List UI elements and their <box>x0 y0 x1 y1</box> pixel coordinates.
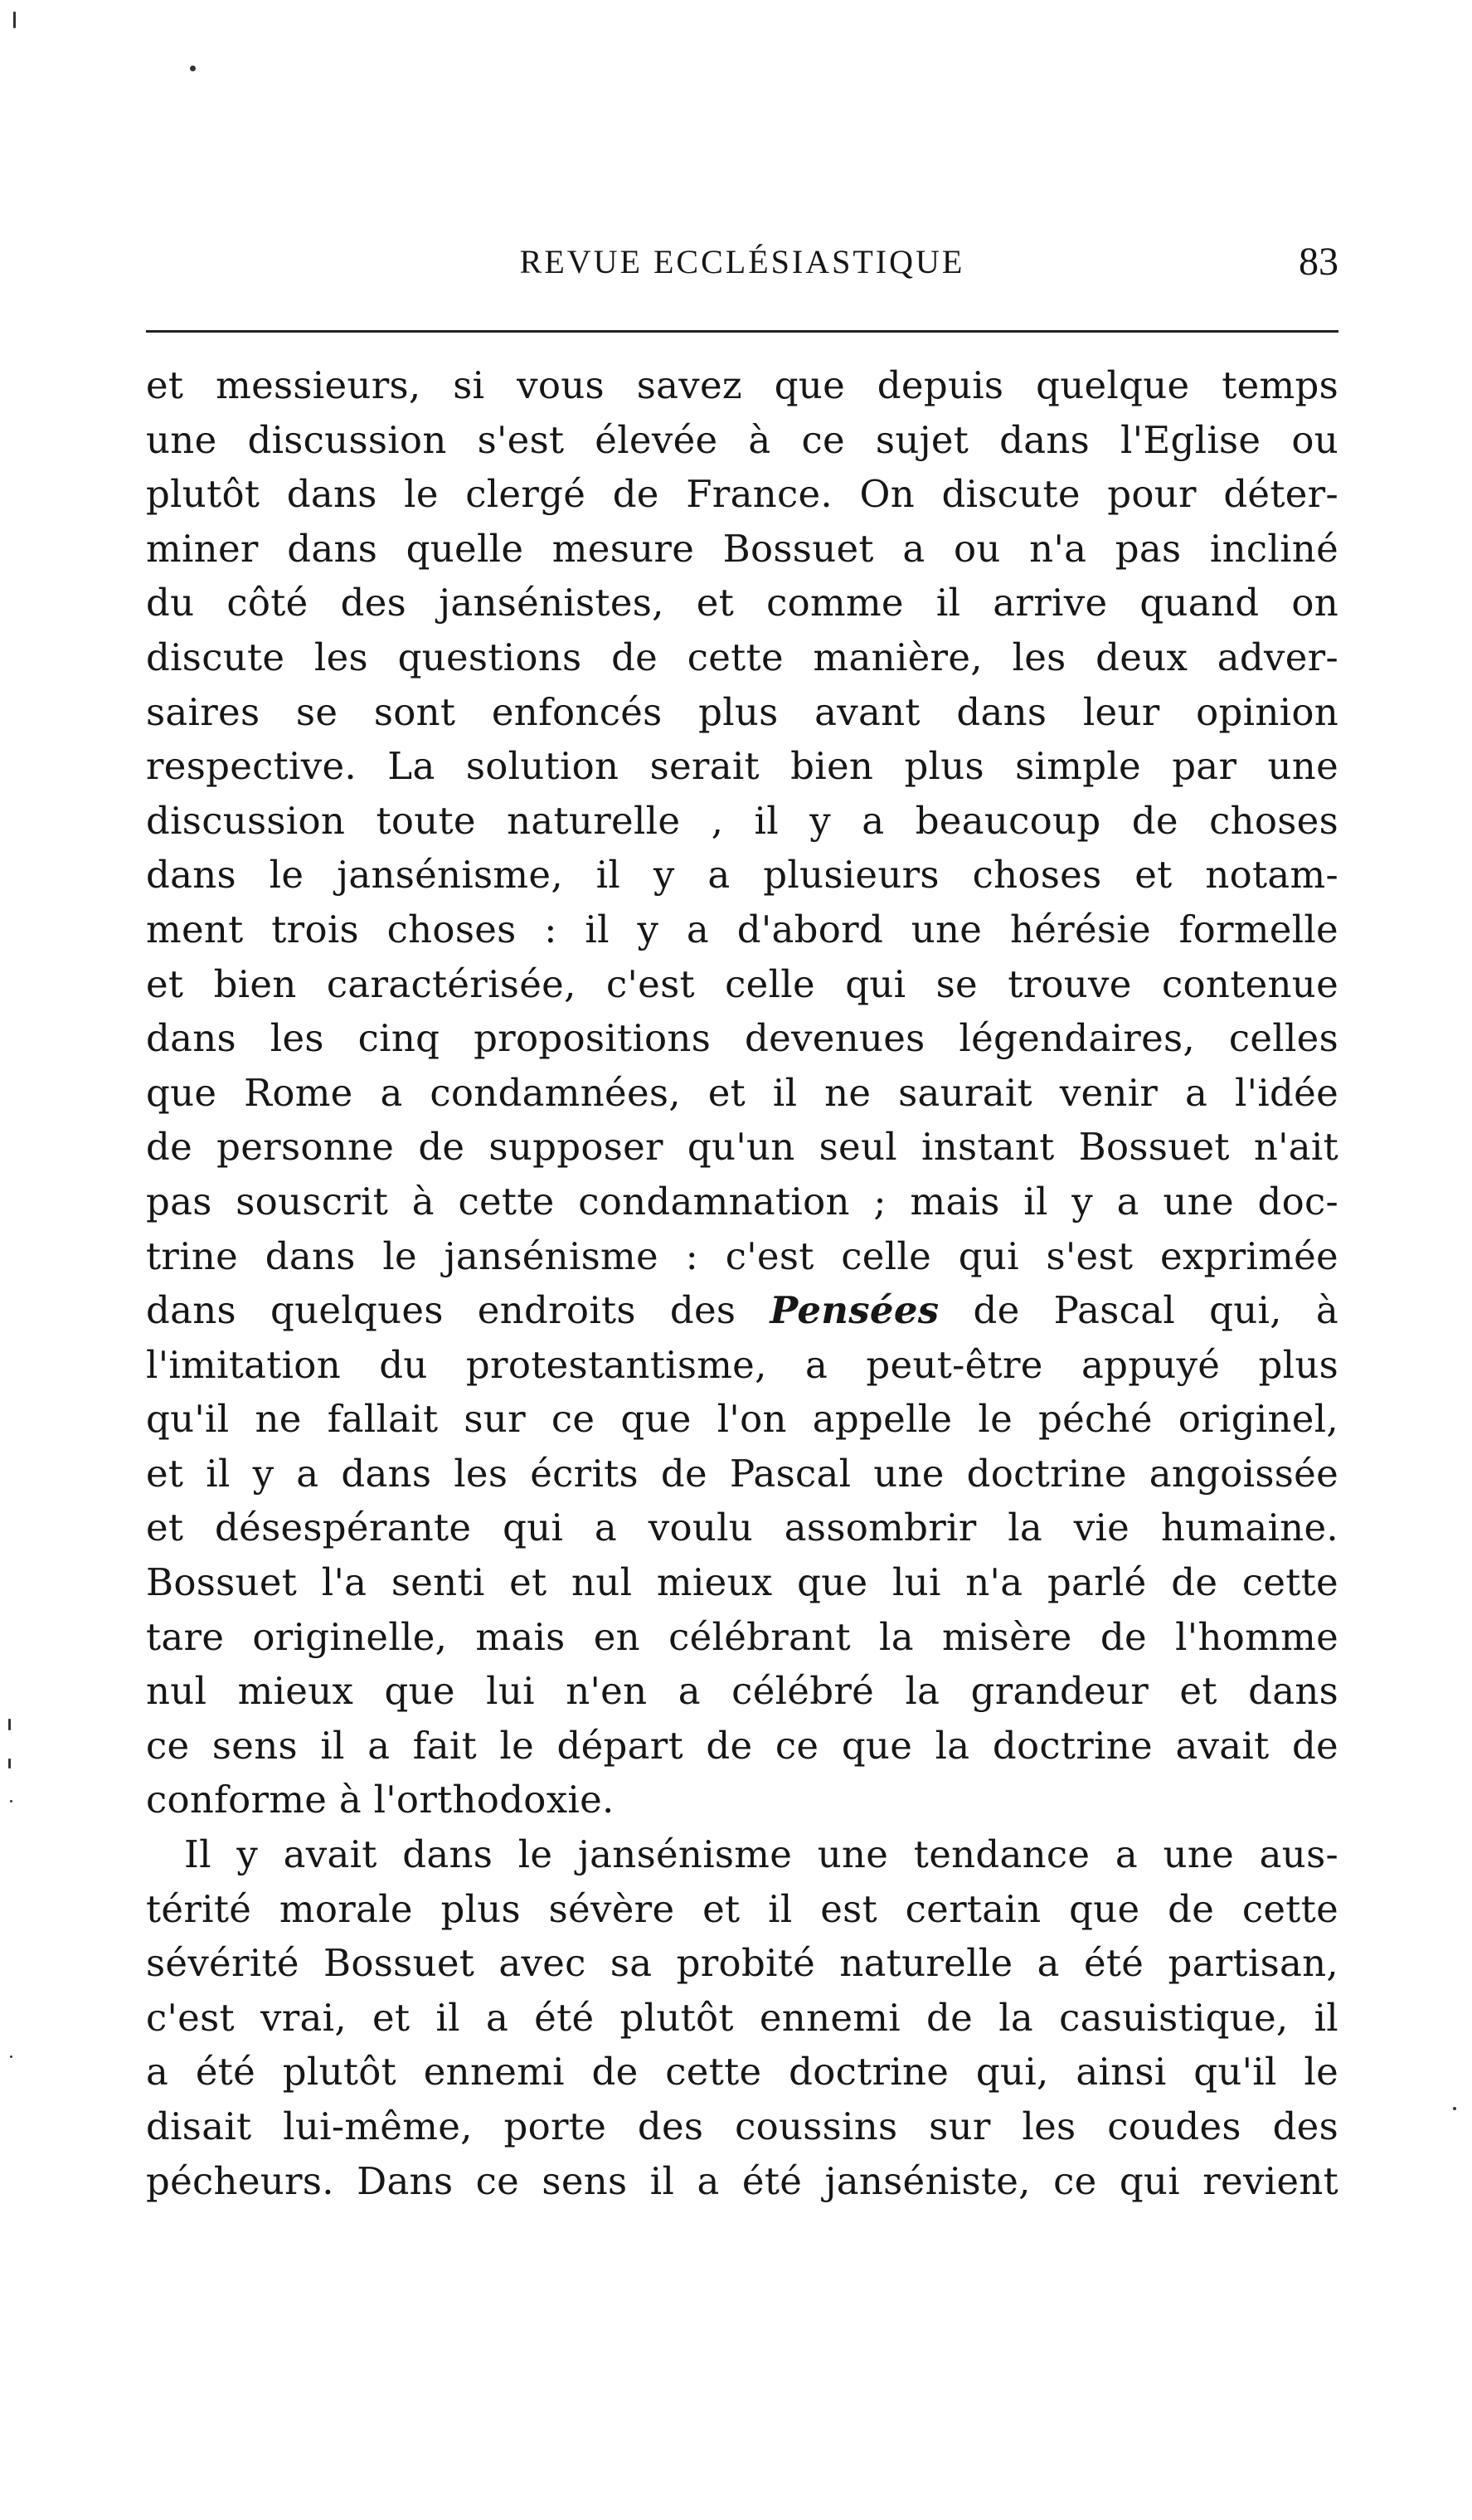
scan-speck <box>8 1759 11 1768</box>
text-line: qu'il ne fallait sur ce que l'on appelle le péché originel, <box>146 1397 1338 1442</box>
text-line: tare originelle, mais en célébrant la misère de l'homme <box>146 1614 1338 1659</box>
text-line: une discussion s'est élevée à ce sujet dans l'Eglise ou <box>146 417 1338 462</box>
text-line: Bossuet l'a senti et nul mieux que lui n'a parlé de cette <box>146 1560 1338 1605</box>
scan-speck <box>13 12 16 28</box>
scan-speck <box>10 1800 12 1802</box>
text-line: térité morale plus sévère et il est certain que de cette <box>146 1886 1338 1931</box>
text-line: conforme à l'orthodoxie. <box>146 1778 615 1822</box>
text-line: a été plutôt ennemi de cette doctrine qui, ainsi qu'il le <box>146 2050 1338 2094</box>
text-line-with-italic <box>146 1283 1338 1338</box>
text-line: discute les questions de cette manière, les deux adver- <box>146 635 1338 679</box>
line-text-before: dans quelques endroits des <box>146 1288 770 1333</box>
text-line: pas souscrit à cette condamnation ; mais il y a une doc- <box>146 1179 1338 1224</box>
text-line: pécheurs. Dans ce sens il a été janséniste, ce qui revient <box>146 2158 1338 2203</box>
scan-speck <box>10 2055 12 2058</box>
text-line: dans le jansénisme, il y a plusieurs choses et notam- <box>146 853 1338 898</box>
text-line: disait lui-même, porte des coussins sur les coudes des <box>146 2104 1338 2148</box>
text-line: de personne de supposer qu'un seul instant Bossuet n'ait <box>146 1125 1338 1170</box>
text-line: l'imitation du protestantisme, a peut-être appuyé plus <box>146 1342 1338 1387</box>
page-number: 83 <box>1299 240 1338 284</box>
text-line: saires se sont enfoncés plus avant dans leur opinion <box>146 689 1338 734</box>
line-text-after: de Pascal qui, à <box>939 1288 1338 1333</box>
text-line: du côté des jansénistes, et comme il arrive quand on <box>146 581 1338 625</box>
text-line: discussion toute naturelle , il y a beaucoup de choses <box>146 798 1338 843</box>
text-line: que Rome a condamnées, et il ne saurait venir a l'idée <box>146 1070 1338 1115</box>
text-line: trine dans le jansénisme : c'est celle qui s'est exprimée <box>146 1233 1338 1278</box>
text-line: miner dans quelle mesure Bossuet a ou n'a pas incliné <box>146 526 1338 571</box>
text-line: et il y a dans les écrits de Pascal une doctrine angoissée <box>146 1451 1338 1496</box>
text-line: sévérité Bossuet avec sa probité naturelle a été partisan, <box>146 1941 1338 1986</box>
paragraph-1 <box>146 358 1338 1827</box>
paragraph-2 <box>146 1827 1338 2208</box>
text-line: plutôt dans le clergé de France. On discute pour déter- <box>146 472 1338 517</box>
text-line: nul mieux que lui n'en a célébré la grandeur et dans <box>146 1669 1338 1714</box>
text-line: respective. La solution serait bien plus simple par une <box>146 744 1338 789</box>
scan-speck <box>1453 2107 1456 2110</box>
text-line: ce sens il a fait le départ de ce que la doctrine avait de <box>146 1723 1338 1768</box>
scan-speck <box>8 1719 11 1730</box>
text-line: et bien caractérisée, c'est celle qui se trouve contenue <box>146 961 1338 1006</box>
text-line: ment trois choses : il y a d'abord une hérésie formelle <box>146 907 1338 951</box>
header-rule <box>146 330 1338 333</box>
book-title-pensees: Pensées <box>770 1288 940 1333</box>
body-text <box>146 358 1338 2208</box>
text-line: dans les cinq propositions devenues légendaires, celles <box>146 1016 1338 1061</box>
text-line: Il y avait dans le jansénisme une tendance a une aus- <box>184 1832 1338 1877</box>
scan-speck <box>190 66 196 71</box>
running-title: REVUE ECCLÉSIASTIQUE <box>519 243 965 280</box>
text-line: et désespérante qui a voulu assombrir la vie humaine. <box>146 1506 1338 1550</box>
text-line: et messieurs, si vous savez que depuis quelque temps <box>146 363 1338 407</box>
page-header <box>146 237 1338 287</box>
text-line: c'est vrai, et il a été plutôt ennemi de la casuistique, il <box>146 1995 1338 2040</box>
